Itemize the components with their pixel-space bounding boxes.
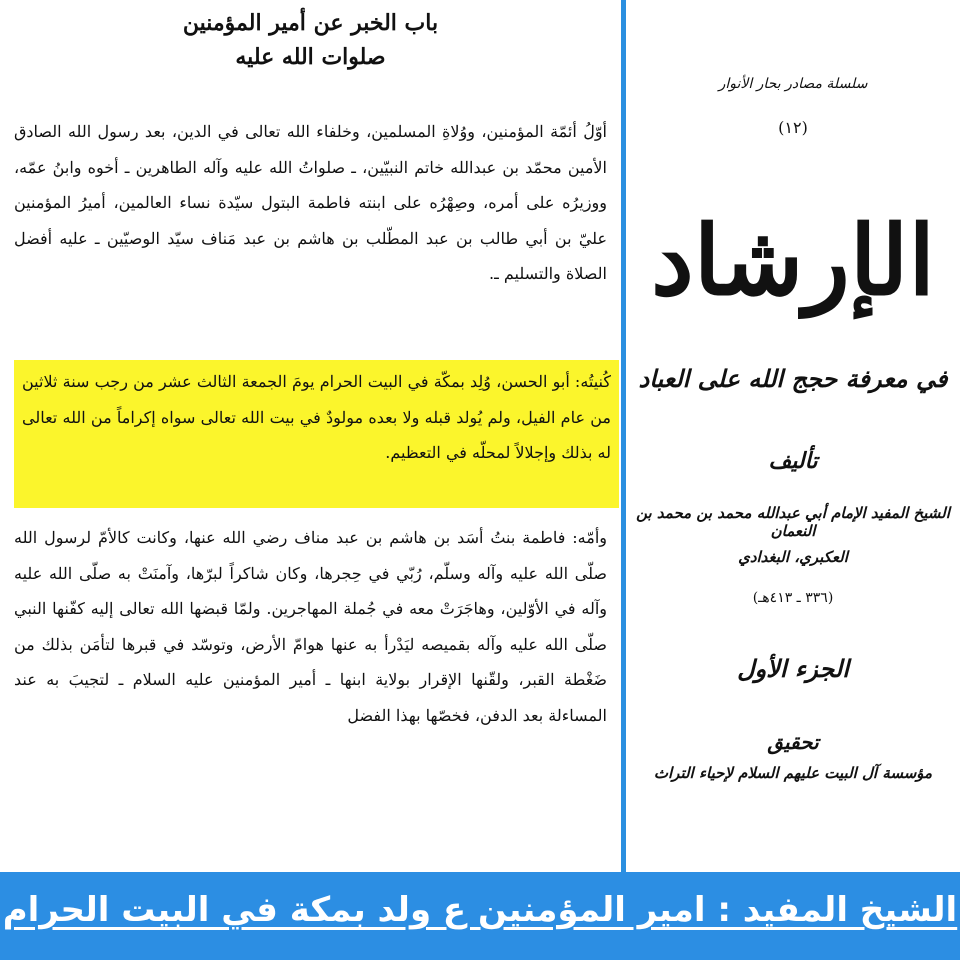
series-number: (١٢) bbox=[778, 118, 808, 137]
author-dates: (٣٣٦ ـ ٤١٣هـ) bbox=[752, 590, 834, 606]
paragraph-birth: كُنيتُه: أبو الحسن، وُلِد بمكّة في البيت الحرام يومَ الجمعة الثالث عشر من رجب سنة ثلاثين من عام الفيل، ولم يُولد قبله ولا بعده مولودٌ في بيت الله تعالى سواه إكراماً من الله تعالى له بذلك وإجلالاً لمحلّه في التعظيم. bbox=[22, 372, 611, 462]
title-page bbox=[626, 0, 960, 872]
author-name: الشيخ المفيد الإمام أبي عبدالله محمد بن محمد بن النعمان bbox=[636, 504, 950, 540]
book-subtitle: في معرفة حجج الله على العباد bbox=[638, 364, 948, 393]
paragraph-lineage: أوّلُ أئمّة المؤمنين، ووُلاةِ المسلمين، وخلفاء الله تعالى في الدين، بعد رسول الله الصادق الأمين محمّد بن عبدالله خاتم النبيّين، ـ صلواتُ الله عليه وآله الطاهرين ـ أخوه وابنُ عمّه، ووزيرُه على أمره، وصِهْرُه على ابنته فاطمة البتول سيّدة نساء العالمين، أميرُ المؤمنين عليّ بن أبي طالب بن عبد المطّلب بن هاشم بن عبد مَناف سيّد الوصيّين ـ عليه أفضل الصلاة والتسليم ـ. bbox=[14, 122, 608, 283]
volume-label: الجزء الأول bbox=[737, 654, 849, 683]
author-nisba: العكبري، البغدادي bbox=[738, 548, 848, 566]
chapter-subheading: صلوات الله عليه bbox=[235, 44, 386, 70]
authored-by-label: تأليف bbox=[768, 448, 818, 474]
edited-by-label: تحقيق bbox=[767, 730, 819, 754]
highlighted-passage bbox=[14, 360, 619, 508]
chapter-heading: باب الخبر عن أمير المؤمنين bbox=[182, 10, 439, 36]
publisher-name: مؤسسة آل البيت عليهم السلام لإحياء التراث bbox=[653, 764, 933, 782]
book-title: الإرشاد bbox=[651, 204, 935, 317]
caption-banner bbox=[0, 872, 960, 960]
banner-caption: الشيخ المفيد : امير المؤمنين ع ولد بمكة في البيت الحرام bbox=[2, 890, 958, 930]
series-name: سلسلة مصادر بحار الأنوار bbox=[718, 76, 868, 92]
paragraph-mother: وأمّه: فاطمة بنتُ أسَد بن هاشم بن عبد مناف رضي الله عنها، وكانت كالأمّ لرسول الله صلّى الله عليه وآله وسلّم، رُبّي في حِجرها، وكان شاكراً لبرّها، وآمنَتْ به صلّى الله عليه وآله في الأوّلين، وهاجَرَتْ معه في جُملة المهاجرين. ولمّا قبضها الله تعالى إليه كفّنها النبي صلّى الله عليه وآله بقميصه ليَدْرأ به عنها هوامّ الأرض، وتوسّد في قبرها لتأمَن بذلك من ضَغْطة القبر، ولقّنها الإقرار بولاية ابنها ـ أمير المؤمنين عليه السلام ـ لتجيبَ به عند المساءلة بعد الدفن، فخصّها بهذا الفضل bbox=[14, 528, 608, 725]
